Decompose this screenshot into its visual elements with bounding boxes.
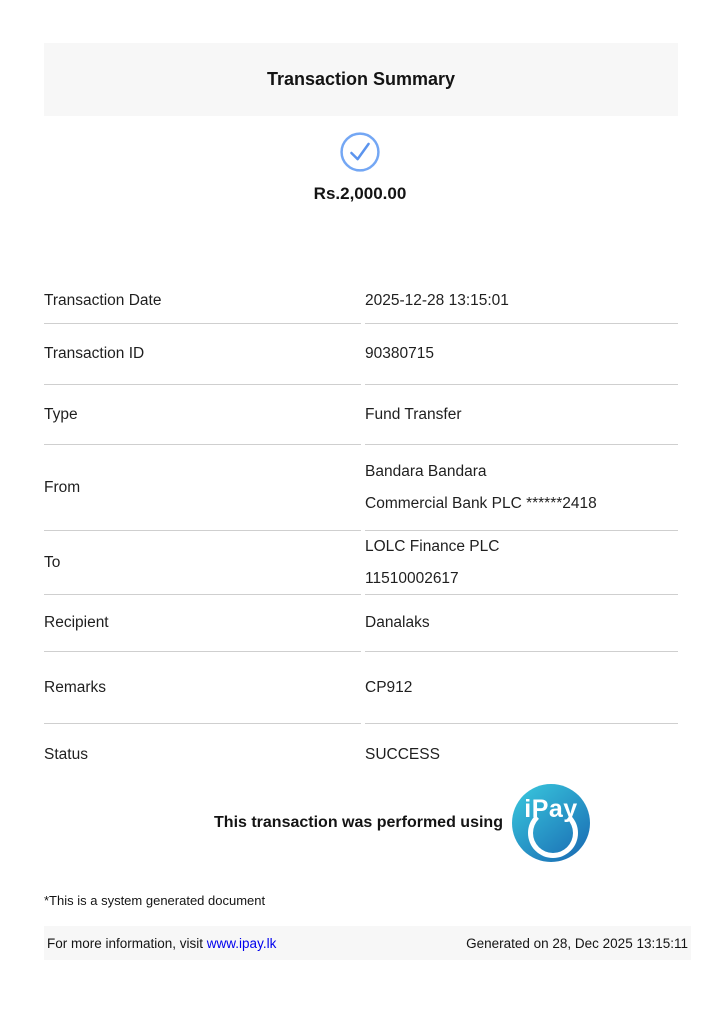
success-status-area	[0, 131, 720, 178]
table-row	[44, 595, 678, 652]
table-row	[44, 324, 678, 385]
row-value: Fund Transfer	[365, 405, 462, 423]
ipay-logo-text: iPay	[524, 795, 578, 823]
row-label: Transaction Date	[44, 278, 361, 324]
row-value: CP912	[365, 678, 413, 696]
row-value-status: SUCCESS	[365, 745, 440, 763]
page-title: Transaction Summary	[266, 69, 456, 89]
system-generated-note: *This is a system generated document	[44, 893, 266, 908]
row-label: Recipient	[44, 595, 361, 652]
performed-using-row	[85, 783, 719, 863]
table-row	[44, 278, 678, 324]
ipay-link[interactable]: www.ipay.lk	[206, 935, 277, 951]
generated-timestamp: Generated on 28, Dec 2025 13:15:11	[466, 935, 688, 951]
row-label: Type	[44, 385, 361, 445]
row-value-line: Bandara Bandara	[365, 462, 487, 480]
ipay-logo-icon	[512, 784, 590, 862]
row-label: Status	[44, 745, 88, 763]
footer-band	[44, 926, 691, 960]
table-row	[44, 531, 678, 595]
check-circle-icon	[339, 131, 381, 178]
table-row	[44, 724, 678, 785]
row-label: From	[44, 445, 361, 531]
row-value: 90380715	[365, 345, 434, 362]
table-row	[44, 445, 678, 531]
transaction-amount: Rs.2,000.00	[313, 184, 407, 203]
row-value-line: Commercial Bank PLC ******2418	[365, 494, 597, 512]
table-row	[44, 652, 678, 724]
row-label: Remarks	[44, 652, 361, 724]
row-label: Transaction ID	[44, 324, 361, 385]
footer-info-text: For more information, visit	[47, 935, 207, 951]
performed-using-text: This transaction was performed using	[214, 814, 503, 831]
row-value-line: LOLC Finance PLC	[365, 537, 500, 555]
row-value: Danalaks	[365, 614, 430, 631]
row-value-line: 11510002617	[365, 569, 459, 587]
row-value: 2025-12-28 13:15:01	[365, 291, 509, 309]
header-band	[44, 43, 678, 116]
footer-info	[47, 936, 276, 951]
table-row	[44, 385, 678, 445]
transaction-details-table	[44, 278, 678, 785]
row-label: To	[44, 531, 361, 595]
